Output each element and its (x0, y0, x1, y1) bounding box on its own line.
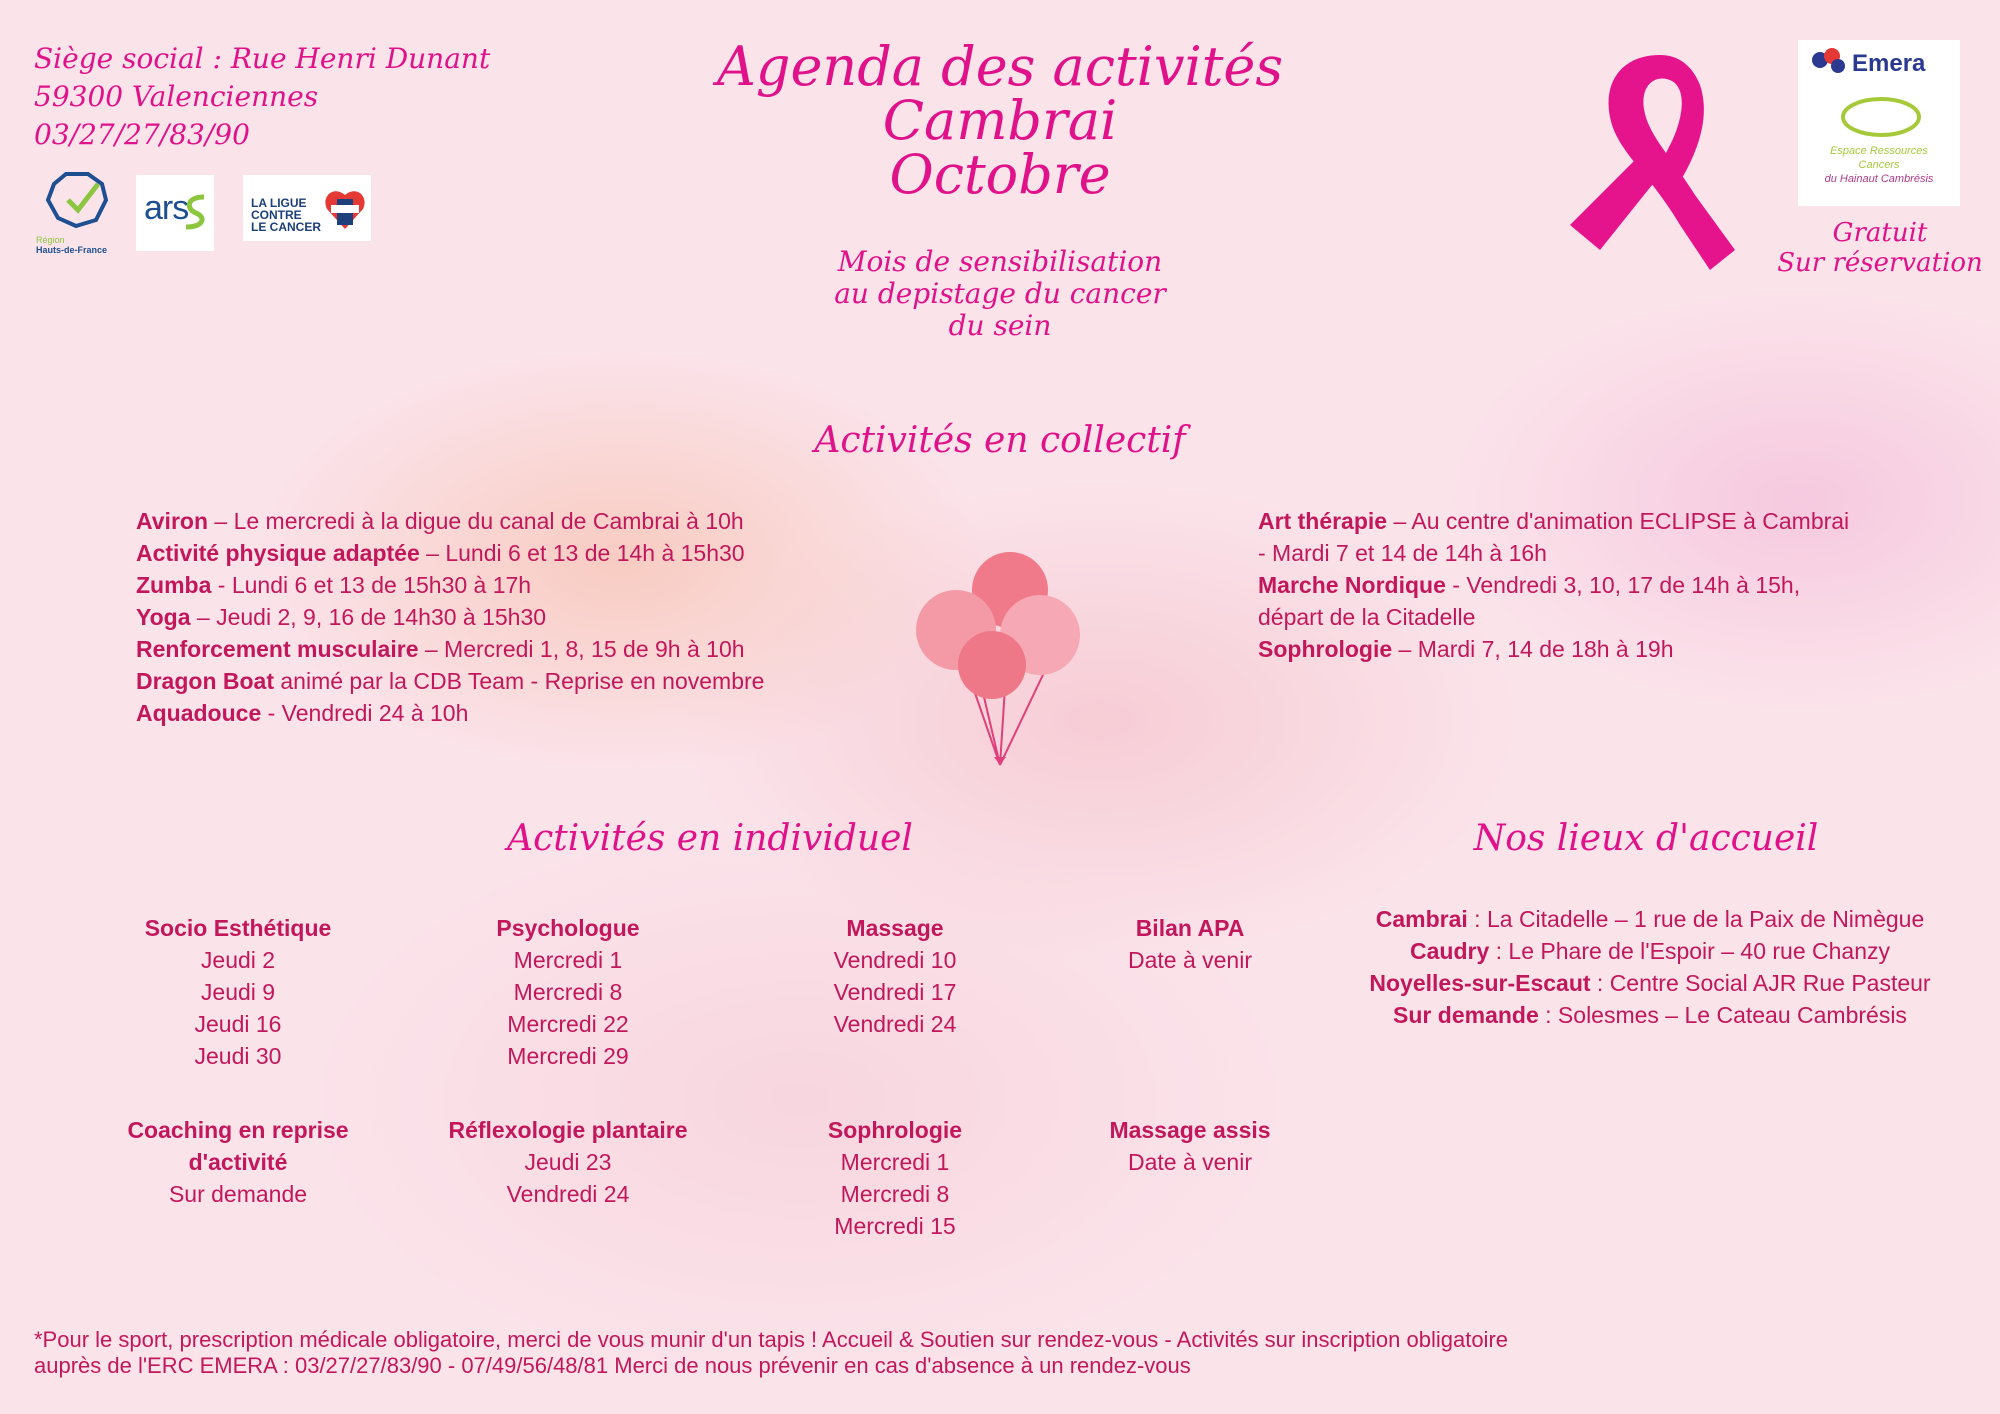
list-item: Aquadouce - Vendredi 24 à 10h (136, 700, 469, 726)
section-title-collectif: Activités en collectif (814, 420, 1186, 461)
ligue-contre-le-cancer-logo (243, 175, 371, 241)
page-subtitle: Mois de sensibilisation au depistage du cancer du sein (834, 245, 1166, 342)
title-line-1: Agenda des activités (716, 35, 1284, 98)
individuel-item: Bilan APA Date à venir (1127, 915, 1252, 973)
list-item: Zumba - Lundi 6 et 13 de 15h30 à 17h (136, 572, 532, 598)
list-item: Yoga – Jeudi 2, 9, 16 de 14h30 à 15h30 (136, 604, 547, 630)
header-address (34, 40, 490, 154)
emera-ellipse-icon (1838, 92, 1924, 142)
list-item: Dragon Boat animé par la CDB Team - Reprise en novembre (136, 668, 765, 694)
ligue-line-1: LA LIGUE (251, 196, 307, 210)
gratuit-label: Gratuit (1832, 218, 1928, 248)
list-item: Sophrologie – Mardi 7, 14 de 18h à 19h (1258, 636, 1674, 662)
page-title (700, 35, 1300, 206)
phone-number: 03/27/27/83/90 (34, 118, 250, 151)
region-hauts-de-france-logo (36, 170, 126, 254)
list-item: Sur demande : Solesmes – Le Cateau Cambrésis (1393, 1002, 1907, 1028)
emera-flower-icon (1808, 46, 1848, 76)
collectif-list-left (136, 505, 856, 729)
title-line-2: Cambrai (882, 89, 1118, 152)
emera-line-2: Cancers (1858, 159, 1900, 171)
emera-logo (1798, 40, 1960, 206)
ligue-line-3: LE CANCER (251, 220, 322, 234)
list-item: Activité physique adaptée – Lundi 6 et 13 de 14h à 15h30 (136, 540, 745, 566)
address-line-1: Siège social : Rue Henri Dunant (34, 42, 491, 75)
emera-line-1: Espace Ressources (1830, 145, 1928, 157)
collectif-list-right (1258, 505, 1858, 665)
list-item: Art thérapie – Au centre d'animation ECLIPSE à Cambrai - Mardi 7 et 14 de 14h à 16h (1258, 508, 1850, 566)
list-item: Marche Nordique - Vendredi 3, 10, 17 de 14h à 15h, départ de la Citadelle (1258, 572, 1801, 630)
emera-line-3: du Hainaut Cambrésis (1824, 173, 1934, 185)
balloons-icon (910, 540, 1090, 770)
footer-line-1: *Pour le sport, prescription médicale obligatoire, merci de vous munir d'un tapis ! Accueil & Soutien sur rendez-vous - Activités sur inscription obligatoire (34, 1327, 1509, 1352)
pink-ribbon-icon (1560, 45, 1740, 275)
list-item: Caudry : Le Phare de l'Espoir – 40 rue Chanzy (1410, 938, 1890, 964)
ars-logo-text: ars (144, 189, 189, 227)
individuel-item: Coaching en reprise d'activité Sur demande (127, 1117, 349, 1207)
list-item: Aviron – Le mercredi à la digue du canal de Cambrai à 10h (136, 508, 744, 534)
emera-name: Emera (1852, 50, 1926, 77)
individuel-item: Réflexologie plantaire Jeudi 23 Vendredi 24 (448, 1117, 688, 1207)
region-label: Région (36, 235, 65, 245)
address-line-2: 59300 Valenciennes (34, 80, 319, 113)
title-line-3: Octobre (889, 143, 1111, 206)
ars-logo (136, 175, 214, 251)
individuel-item: Sophrologie Mercredi 1 Mercredi 8 Mercredi 15 (827, 1117, 963, 1239)
individuel-item: Socio Esthétique Jeudi 2 Jeudi 9 Jeudi 16 Jeudi 30 (144, 915, 332, 1069)
section-title-lieux: Nos lieux d'accueil (1473, 818, 1819, 859)
footer-note (34, 1327, 1934, 1379)
ligue-line-2: CONTRE (251, 208, 302, 222)
lieux-list (1360, 903, 1940, 1031)
list-item: Renforcement musculaire – Mercredi 1, 8, 15 de 9h à 10h (136, 636, 745, 662)
list-item: Cambrai : La Citadelle – 1 rue de la Paix de Nimègue (1375, 906, 1925, 932)
footer-line-2: auprès de l'ERC EMERA : 03/27/27/83/90 - 07/49/56/48/81 Merci de nous prévenir en cas d'absence à un rendez-vous (34, 1353, 1191, 1378)
individuel-item: Massage assis Date à venir (1109, 1117, 1271, 1175)
individuel-item: Massage Vendredi 10 Vendredi 17 Vendredi 24 (833, 915, 957, 1037)
ligue-heart-cross-icon (323, 183, 367, 233)
gratuit-notice (1770, 218, 1990, 278)
ars-swoosh-icon (180, 191, 210, 231)
individuel-item: Psychologue Mercredi 1 Mercredi 8 Mercredi 22 Mercredi 29 (496, 915, 640, 1069)
reservation-label: Sur réservation (1777, 248, 1983, 278)
section-title-individuel: Activités en individuel (507, 818, 913, 859)
france-map-icon (36, 170, 126, 230)
list-item: Noyelles-sur-Escaut : Centre Social AJR Rue Pasteur (1369, 970, 1931, 996)
region-name: Hauts-de-France (36, 245, 108, 255)
